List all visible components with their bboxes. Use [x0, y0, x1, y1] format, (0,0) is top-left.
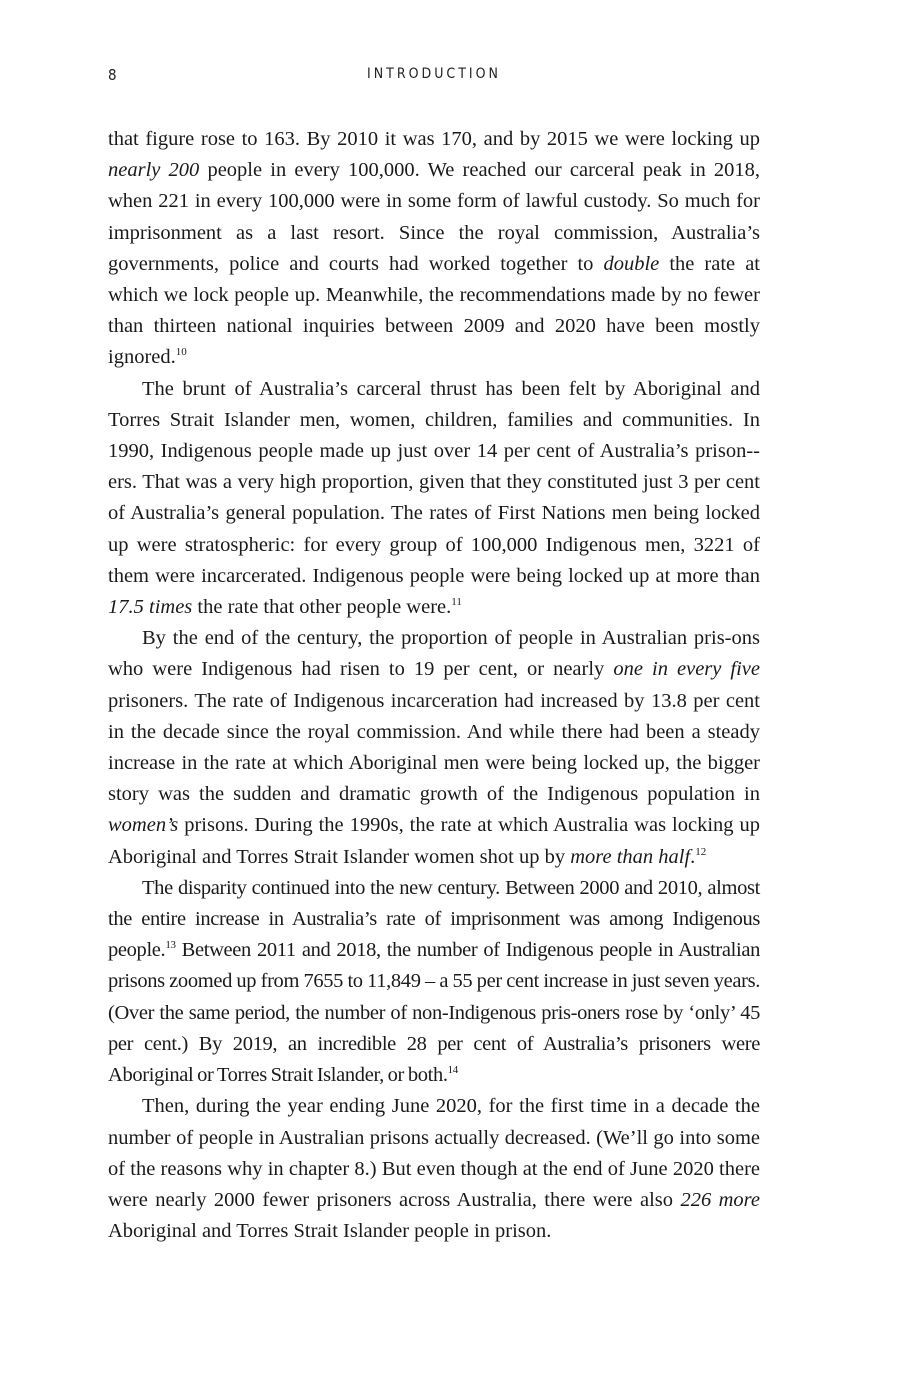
footnote-marker: 10 [175, 346, 187, 359]
italic-emphasis: women’s [108, 814, 179, 837]
text-run: Aboriginal and Torres Strait Islander people in prison. [108, 1220, 552, 1243]
italic-emphasis: one in every five [613, 658, 760, 681]
text-run: By the end of the century, the proportion of people in Australian pris-ons who were Indigenous had risen to 19 per cent, or nearly [108, 627, 760, 681]
italic-emphasis: more than half [570, 845, 691, 868]
running-title: INTRODUCTION [367, 66, 501, 82]
text-run: the rate that other people were. [192, 596, 452, 619]
paragraph [108, 124, 760, 374]
text-run: . [690, 845, 696, 868]
paragraph [108, 374, 760, 624]
text-run: The brunt of Australia’s carceral thrust has been felt by Aboriginal and Torres Strait Islander men, women, children, families and communities. In 1990, Indigenous people made up just over 14 per cent of Australia’s prison-ers. That was a very high proportion, given that they constituted just 3 per cent of Australia’s general population. The rates of First Nations men being locked up were stratospheric: for every group of 100,000 Indigenous men, 3221 of them were incarcerated. Indigenous people were being locked up at more than [108, 377, 760, 587]
italic-emphasis: 226 more [680, 1188, 760, 1211]
italic-emphasis: 17.5 times [108, 596, 193, 619]
text-run: Between 2011 and 2018, the number of Indigenous people in Australian prisons zoomed up from 7655 to 11,849 – a 55 per cent increase in just seven years. (Over the same period, the number of non-Indigenous pris-oners rose by ‘only’ 45 per cent.) By 2019, an incredible 28 per cent of Australia’s prisoners were Aboriginal or Torres Strait Islander, or both. [108, 939, 760, 1087]
page-number: 8 [108, 66, 118, 84]
running-head [108, 66, 760, 88]
body-text [108, 124, 760, 1247]
text-run: the rate at which we lock people up. Meanwhile, the recommendations made by no fewer than thirteen national inquiries between 2009 and 2020 have been mostly ignored. [108, 252, 760, 369]
footnote-marker: 11 [451, 596, 462, 609]
text-run: The disparity continued into the new century. Between 2000 and 2010, almost the entire increase in Australia’s rate of imprisonment was among Indigenous people. [108, 876, 760, 962]
text-run: prisons. During the 1990s, the rate at which Australia was locking up Aboriginal and Torres Strait Islander women shot up by [108, 814, 760, 868]
paragraph [108, 873, 760, 1091]
footnote-marker: 12 [695, 845, 707, 858]
text-run: Then, during the year ending June 2020, for the first time in a decade the number of people in Australian prisons actually decreased. (We’ll go into some of the reasons why in chapter 8.) But even though at the end of June 2020 there were nearly 2000 fewer prisoners across Australia, there were also [108, 1095, 760, 1211]
paragraph [108, 623, 760, 873]
italic-emphasis: double [603, 252, 660, 275]
footnote-marker: 14 [447, 1064, 458, 1077]
italic-emphasis: nearly 200 [108, 159, 200, 182]
text-run: prisoners. The rate of Indigenous incarceration had increased by 13.8 per cent in the decade since the royal commission. And while there had been a steady increase in the rate at which Aboriginal men were being locked up, the bigger story was the sudden and dramatic growth of the Indigenous population in [108, 689, 760, 806]
text-run: that figure rose to 163. By 2010 it was 170, and by 2015 we were locking up [108, 128, 760, 150]
text-run: people in every 100,000. We reached our carceral peak in 2018, when 221 in every 100,000 were in some form of lawful custody. So much for imprisonment as a last resort. Since the royal commission, Australia’s governments, police and courts had worked together to [108, 159, 760, 275]
footnote-marker: 13 [165, 939, 176, 952]
paragraph [108, 1091, 760, 1247]
